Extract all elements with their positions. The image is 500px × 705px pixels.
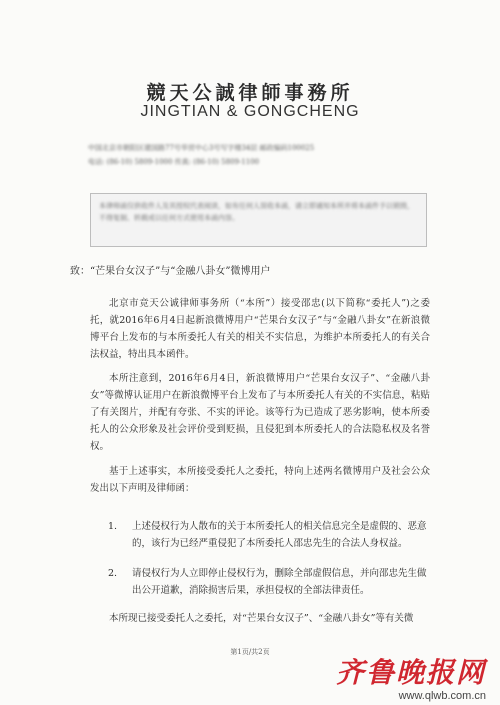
- salutation: 致：“芒果台女汉子”与“金融八卦女”微博用户: [70, 266, 271, 277]
- item-text: 请侵权行为人立即停止侵权行为，删除全部虚假信息，并向邵忠先生做出公开道歉，消除损害后果，承担侵权的全部法律责任。: [132, 568, 427, 596]
- item-number: 2.: [108, 568, 118, 579]
- confidentiality-notice-box: [90, 193, 427, 247]
- watermark-url: www.qlwb.com.cn: [398, 690, 486, 702]
- statement-item-2: [108, 565, 428, 599]
- firm-name-english: JINGTIAN & GONGCHENG: [140, 103, 360, 120]
- firm-name-chinese: 競天公誠律師事務所: [146, 82, 354, 104]
- statement-item-1: [108, 518, 428, 552]
- item-number: 1.: [108, 521, 118, 532]
- item-text: 上述侵权行为人散布的关于本所委托人的相关信息完全是虚假的、恶意的，该行为已经严重侵犯了本所委托人邵忠先生的合法人身权益。: [132, 521, 427, 549]
- firm-address: 中国北京市朝阳区建国路77号华贸中心3号写字楼34层 邮政编码100025: [88, 144, 315, 152]
- confidentiality-notice-text: 本律师函仅供收件人及其授权代表阅读，如有任何人误收本函，请立即通知本所并将本函件予以销毁，不得复制、转载或以任何方式使用本函内容。: [99, 202, 414, 222]
- paragraph-4: 本所现已接受委托人之委托，对“芒果台女汉子”、“金融八卦女”等有关微: [109, 613, 414, 624]
- firm-phone: 电话: (86-10) 5809-1000 传真: (86-10) 5809-1100: [88, 158, 260, 166]
- watermark-logo-text: 齐鲁晚报网: [335, 656, 486, 689]
- paragraph-1: 北京市竞天公诚律师事务所（“本所”）接受邵忠(以下简称“委托人”)之委托，就2016年6月4日起新浪微博用户“芒果台女汉子”与“金融八卦女”在新浪微博平台上发布的与本所委托人有关的相关不实信息，为维护本所委托人的有关合法权益，特出具本函件。: [90, 298, 430, 360]
- news-watermark: [336, 658, 486, 702]
- paragraph-3: 基于上述事实，本所接受委托人之委托，特向上述两名微博用户及社会公众发出以下声明及律师函：: [90, 466, 430, 494]
- paragraph-2: 本所注意到，2016年6月4日，新浪微博用户“芒果台女汉子”、“金融八卦女”等微博认证用户在新浪微博平台上发布了与本所委托人有关的不实信息，粘贴了有关图片，并配有夸张、不实的评论。该等行为已造成了恶劣影响，使本所委托人的公众形象及社会评价受到贬损，且侵犯到本所委托人的合法隐私权及名誉权。: [90, 373, 430, 452]
- page-number: 第1页/共2页: [230, 648, 270, 656]
